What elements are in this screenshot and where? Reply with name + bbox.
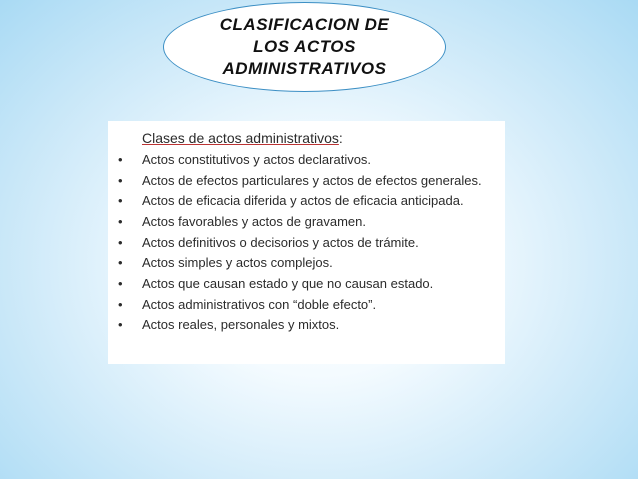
slide-title (185, 14, 425, 80)
list-item (118, 252, 505, 273)
list-item (118, 170, 505, 191)
title-line-2: LOS ACTOS (253, 37, 356, 56)
list-item-text: Actos definitivos o decisorios y actos de trámite. (142, 234, 419, 250)
list-item-text: Actos administrativos con “doble efecto”. (142, 296, 377, 312)
list-item (118, 211, 505, 232)
content-panel (108, 121, 505, 364)
list-item-text: Actos que causan estado y que no causan estado. (142, 275, 434, 291)
title-line-1: CLASIFICACION DE (219, 15, 390, 34)
list-item-text: Actos de efectos particulares y actos de efectos generales. (142, 172, 482, 188)
bullet-icon: • (118, 151, 123, 167)
list-item-text: Actos favorables y actos de gravamen. (142, 213, 367, 229)
list-item-text: Actos simples y actos complejos. (142, 255, 333, 271)
bullet-icon: • (118, 255, 123, 271)
list-item (118, 273, 505, 294)
list-item-text: Actos de eficacia diferida y actos de eficacia anticipada. (142, 193, 464, 209)
list-item (118, 190, 505, 211)
item-list (118, 149, 505, 335)
title-line-3: ADMINISTRATIVOS (222, 59, 387, 78)
bullet-icon: • (118, 213, 123, 229)
panel-heading-text: Clases de actos administrativos (142, 130, 339, 146)
title-oval (163, 2, 446, 92)
list-item (118, 149, 505, 170)
bullet-icon: • (118, 317, 123, 333)
panel-heading-colon: : (338, 130, 343, 146)
bullet-icon: • (118, 172, 123, 188)
bullet-icon: • (118, 275, 123, 291)
list-item (118, 315, 505, 336)
list-item-text: Actos reales, personales y mixtos. (142, 317, 340, 333)
list-item-text: Actos constitutivos y actos declarativos. (142, 151, 372, 167)
bullet-icon: • (118, 193, 123, 209)
bullet-icon: • (118, 296, 123, 312)
list-item (118, 232, 505, 253)
bullet-icon: • (118, 234, 123, 250)
list-item (118, 294, 505, 315)
panel-heading (142, 128, 505, 148)
